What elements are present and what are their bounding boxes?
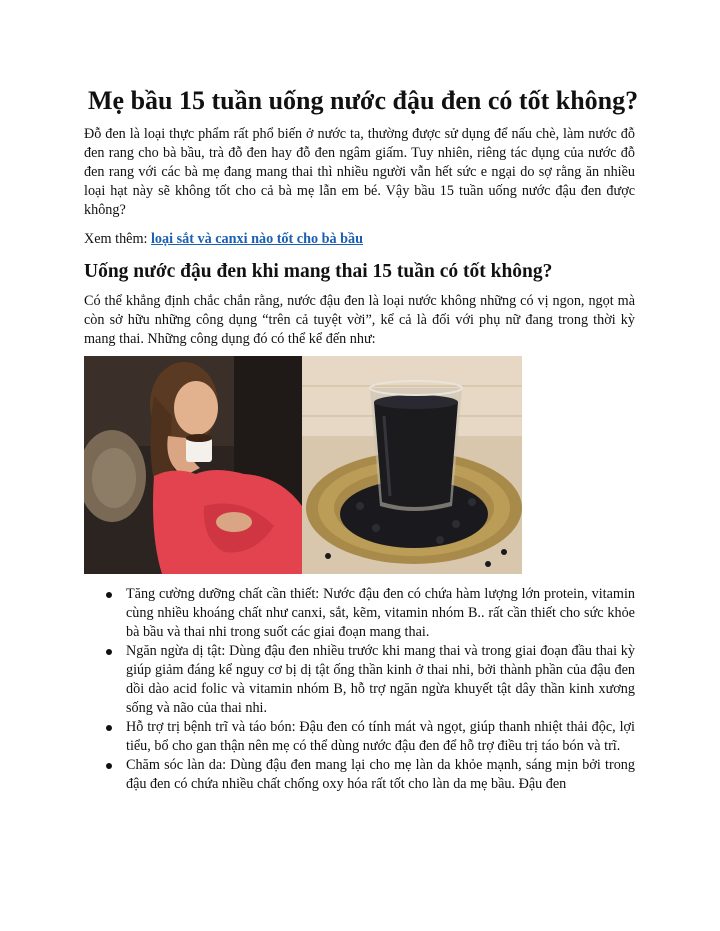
list-item: Ngăn ngừa dị tật: Dùng đậu đen nhiều trước khi mang thai và trong giai đoạn đầu thai kỳ giúp giảm đáng kể nguy cơ bị dị tật ống thần kinh ở thai nhi, bởi thành phần của đậu đen dồi dào acid folic và vitamin nhóm B, hỗ trợ ngăn ngừa khuyết tật dây thần kinh xương sống và não của thai nhi.	[84, 642, 635, 718]
bullet-icon	[106, 592, 112, 598]
section-intro-paragraph: Có thể khẳng định chắc chắn rằng, nước đậu đen là loại nước không những có vị ngon, ngọt mà còn sở hữu những công dụng “trên cả tuyệt vời”, kể cả là đối với phụ nữ đang trong thời kỳ mang thai. Những công dụng đó có thể kể đến như:	[84, 293, 635, 347]
bullet-icon	[106, 649, 112, 655]
see-also-line	[84, 230, 363, 249]
list-item: Hỗ trợ trị bệnh trĩ và táo bón: Đậu đen có tính mát và ngọt, giúp thanh nhiệt thải độc, lợi tiểu, bổ cho gan thận nên mẹ có thể dùng nước đậu đen để hỗ trợ điều trị táo bón và trĩ.	[84, 718, 635, 756]
see-also-label: Xem thêm:	[84, 231, 148, 247]
page-title: Mẹ bầu 15 tuần uống nước đậu đen có tốt không?	[88, 86, 639, 115]
black-bean-drink-photo	[302, 356, 522, 574]
article-image	[84, 356, 522, 574]
pregnant-woman-photo	[84, 356, 302, 574]
list-item: Tăng cường dưỡng chất cần thiết: Nước đậu đen có chứa hàm lượng lớn protein, vitamin cùng nhiều khoáng chất như canxi, sắt, kẽm, vitamin nhóm B.. rất cần thiết cho sức khỏe bà bầu và thai nhi trong suốt các giai đoạn mang thai.	[84, 585, 635, 642]
see-also-link[interactable]: loại sắt và canxi nào tốt cho bà bầu	[150, 231, 364, 247]
intro-paragraph: Đỗ đen là loại thực phẩm rất phổ biến ở nước ta, thường được sử dụng để nấu chè, làm nước đỗ đen rang cho bà bầu, trà đỗ đen hay đỗ đen ngâm giấm. Tuy nhiên, riêng tác dụng của nước đỗ đen rang với các bà mẹ đang mang thai thì nhiều người vẫn hết sức e ngại do sợ rằng ăn nhiều loại hạt này sẽ không tốt cho cả bà mẹ lẫn em bé. Vậy bầu 15 tuần uống nước đậu đen được không?	[84, 126, 635, 218]
bullet-icon	[106, 725, 112, 731]
list-item: Chăm sóc làn da: Dùng đậu đen mang lại cho mẹ làn da khỏe mạnh, sáng mịn bởi trong đậu đen có chứa nhiều chất chống oxy hóa rất tốt cho làn da mẹ bầu. Đậu đen	[84, 756, 635, 794]
benefits-list	[84, 585, 635, 794]
section-heading: Uống nước đậu đen khi mang thai 15 tuần có tốt không?	[84, 261, 553, 282]
bullet-icon	[106, 763, 112, 769]
